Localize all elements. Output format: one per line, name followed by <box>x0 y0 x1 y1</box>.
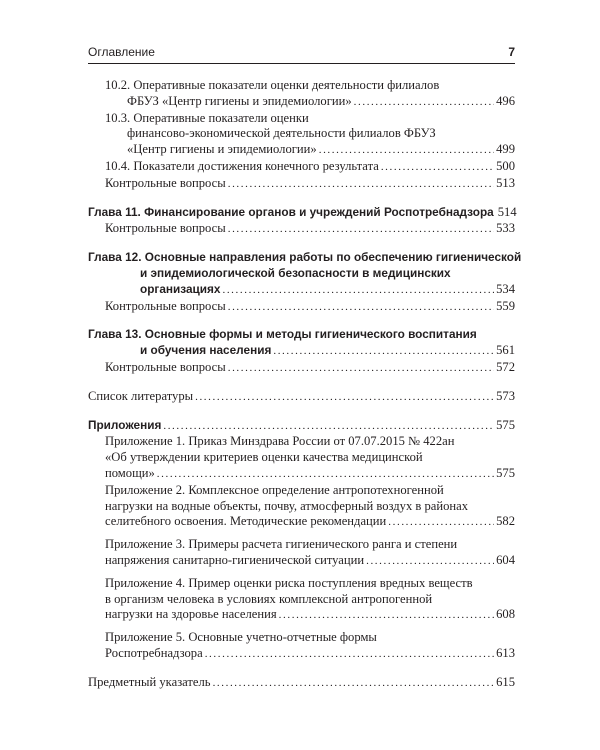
toc-entry-text: Роспотребнадзора <box>105 645 203 660</box>
toc-literature[interactable] <box>88 389 515 406</box>
toc-entry-questions-11[interactable] <box>88 221 515 238</box>
toc-page-number: 499 <box>496 142 515 157</box>
toc-entry-text: селитебного освоения. Методические рекомендации <box>105 514 387 529</box>
toc-chapter-title: Приложения <box>88 417 162 432</box>
toc-entry-text: нагрузки на водные объекты, почву, атмосферный воздух в районах <box>105 498 469 513</box>
table-of-contents <box>88 78 522 692</box>
toc-page-number: 608 <box>496 607 515 622</box>
toc-entry-text: напряжения санитарно-гигиенической ситуации <box>105 552 365 567</box>
toc-entry-text: финансово-экономической деятельности филиалов ФБУЗ <box>127 126 436 141</box>
toc-appendix-3[interactable] <box>88 537 515 570</box>
toc-page-number: 582 <box>496 514 515 529</box>
leader-dots <box>273 344 494 360</box>
running-head <box>88 45 515 63</box>
toc-page-number: 573 <box>496 388 515 403</box>
toc-entry-questions-10[interactable] <box>88 176 515 193</box>
page-number: 7 <box>508 45 515 59</box>
toc-appendices[interactable] <box>88 418 515 435</box>
leader-dots <box>228 222 494 238</box>
leader-dots <box>381 160 494 176</box>
leader-dots <box>163 419 494 435</box>
toc-entry-10-2[interactable] <box>88 78 515 111</box>
toc-entry-text: Предметный указатель <box>88 674 211 689</box>
leader-dots <box>354 95 494 111</box>
toc-entry-text: Приложение 3. Примеры расчета гигиенического ранга и степени <box>105 537 458 552</box>
toc-page-number: 513 <box>496 175 515 190</box>
toc-entry-10-3[interactable] <box>88 111 515 159</box>
toc-entry-text: «Об утверждении критериев оценки качества медицинской <box>105 450 423 465</box>
leader-dots <box>228 300 494 316</box>
toc-entry-questions-12[interactable] <box>88 299 515 316</box>
toc-appendix-4[interactable] <box>88 576 515 624</box>
toc-chapter-13[interactable] <box>88 327 515 360</box>
toc-subject-index[interactable] <box>88 675 515 692</box>
toc-chapter-title: и обучения населения <box>140 343 272 358</box>
toc-entry-text: помощи» <box>105 465 155 480</box>
header-rule <box>88 63 515 64</box>
leader-dots <box>228 361 494 377</box>
toc-entry-text: «Центр гигиены и эпидемиологии» <box>127 142 317 157</box>
toc-entry-text: Контрольные вопросы <box>105 298 226 313</box>
leader-dots <box>195 390 494 406</box>
toc-chapter-title: Глава 12. Основные направления работы по обеспечению гигиенической <box>88 250 522 265</box>
toc-page-number: 500 <box>496 158 515 173</box>
toc-page-number: 496 <box>496 93 515 108</box>
toc-chapter-title: и эпидемиологической безопасности в медицинских <box>140 265 451 280</box>
toc-entry-text: ФБУЗ «Центр гигиены и эпидемиологии» <box>127 93 352 108</box>
toc-entry-text: Контрольные вопросы <box>105 175 226 190</box>
toc-entry-text: 10.3. Оперативные показатели оценки <box>105 110 309 125</box>
leader-dots <box>366 554 494 570</box>
toc-entry-text: Приложение 2. Комплексное определение антропотехногенной <box>105 482 444 497</box>
toc-entry-text: нагрузки на здоровье населения <box>105 607 277 622</box>
toc-entry-text: Список литературы <box>88 388 194 403</box>
toc-page-number: 613 <box>496 645 515 660</box>
toc-entry-text: Приложение 4. Пример оценки риска поступления вредных веществ <box>105 575 473 590</box>
toc-chapter-12[interactable] <box>88 250 522 298</box>
toc-appendix-2[interactable] <box>88 483 515 531</box>
toc-page-number: 575 <box>496 465 515 480</box>
toc-page-number: 514 <box>497 204 517 219</box>
toc-entry-text: 10.4. Показатели достижения конечного результата <box>105 158 379 173</box>
toc-page-number: 575 <box>496 417 515 432</box>
leader-dots <box>157 467 494 483</box>
leader-dots <box>222 283 494 299</box>
toc-page-number: 559 <box>496 298 515 313</box>
toc-page-number: 572 <box>496 359 515 374</box>
toc-chapter-11[interactable] <box>88 205 515 222</box>
toc-page-number: 534 <box>496 281 515 296</box>
section-title: Оглавление <box>88 45 155 59</box>
leader-dots <box>228 177 494 193</box>
toc-page-number: 533 <box>496 221 515 236</box>
toc-entry-text: Приложение 1. Приказ Минздрава России от 07.07.2015 № 422ан <box>105 434 455 449</box>
leader-dots <box>388 515 494 531</box>
toc-chapter-title: Глава 11. Финансирование органов и учреждений Роспотребнадзора <box>88 204 494 219</box>
toc-entry-10-4[interactable] <box>88 159 515 176</box>
toc-entry-text: 10.2. Оперативные показатели оценки деятельности филиалов <box>105 78 440 92</box>
leader-dots <box>279 608 494 624</box>
toc-appendix-1[interactable] <box>88 434 515 482</box>
leader-dots <box>213 676 495 692</box>
toc-page-number: 615 <box>496 674 515 689</box>
toc-entry-text: Контрольные вопросы <box>105 221 226 236</box>
leader-dots <box>319 143 494 159</box>
toc-page-number: 604 <box>496 552 515 567</box>
leader-dots <box>205 647 494 663</box>
toc-chapter-title: Глава 13. Основные формы и методы гигиенического воспитания <box>88 327 477 342</box>
toc-chapter-title: организациях <box>140 281 221 296</box>
toc-entry-text: Контрольные вопросы <box>105 359 226 374</box>
toc-entry-questions-13[interactable] <box>88 360 515 377</box>
toc-appendix-5[interactable] <box>88 630 515 663</box>
toc-entry-text: в организм человека в условиях комплексной антропогенной <box>105 591 433 606</box>
toc-entry-text: Приложение 5. Основные учетно-отчетные формы <box>105 630 377 645</box>
toc-page-number: 561 <box>496 343 515 358</box>
